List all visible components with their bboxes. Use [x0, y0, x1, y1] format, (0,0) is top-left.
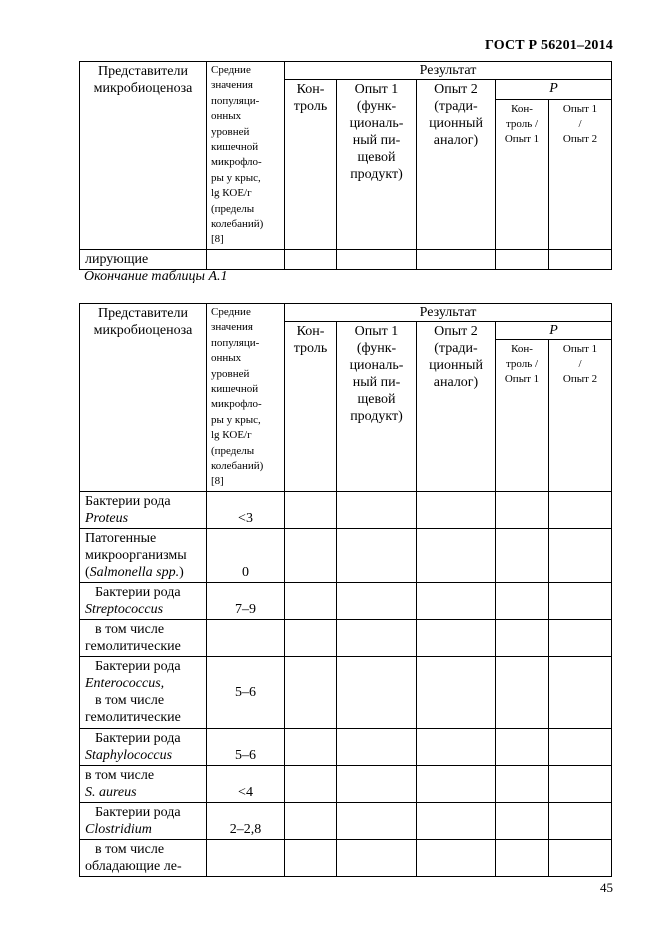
header-mean-values: Средние значения популяци- онных уровней кишечной микрофло- ры у крыс, lg КОЕ/г (пределы колебаний) [8] — [207, 62, 285, 250]
row-name-genus: S. aureus — [85, 785, 137, 800]
row-name-line: микроорганизмы — [85, 548, 187, 563]
row-value: 2–2,8 — [207, 803, 285, 840]
table-row — [80, 729, 612, 766]
row-value: 5–6 — [207, 657, 285, 729]
row-name-line: Бактерии рода — [95, 805, 181, 820]
header-result: Результат — [285, 62, 612, 80]
table-row — [80, 529, 612, 583]
row-name-genus: Clostridium — [85, 822, 152, 837]
table-row — [80, 766, 612, 803]
row-name-genus: Enterococcus, — [85, 676, 165, 691]
row-name-paren-close: ) — [179, 565, 184, 580]
document-code: ГОСТ Р 56201–2014 — [484, 38, 613, 53]
row-name-genus: Staphylococcus — [85, 748, 173, 763]
header-experiment-1: Опыт 1 (функ- циональ- ный пи- щевой продукт) — [337, 80, 417, 250]
table-main — [79, 303, 612, 877]
header-p-exp1-exp2: Опыт 1 / Опыт 2 — [549, 340, 612, 492]
table-row — [80, 803, 612, 840]
row-name-line: обладающие ле- — [85, 859, 182, 874]
header-p-control-exp1: Кон- троль / Опыт 1 — [496, 99, 549, 249]
table-row — [80, 840, 612, 877]
header-experiment-2: Опыт 2 (тради- ционный аналог) — [417, 322, 496, 492]
table-row — [80, 583, 612, 620]
row-name-line: Бактерии рода — [95, 659, 181, 674]
row-name-line: Бактерии рода — [85, 494, 171, 509]
row-value: 5–6 — [207, 729, 285, 766]
row-name-genus: Proteus — [85, 511, 129, 526]
row-name-line: Бактерии рода — [95, 731, 181, 746]
header-experiment-2: Опыт 2 (тради- ционный аналог) — [417, 80, 496, 250]
row-name-line: Бактерии рода — [95, 585, 181, 600]
header-mean-values: Средние значения популяци- онных уровней кишечной микрофло- ры у крыс, lg КОЕ/г (пределы колебаний) [8] — [207, 304, 285, 492]
row-name-line: в том числе — [95, 622, 165, 637]
row-name-line: гемолитические — [85, 639, 181, 654]
row-name-line: Патогенные — [85, 531, 157, 546]
header-experiment-1: Опыт 1 (функ- циональ- ный пи- щевой продукт) — [337, 322, 417, 492]
row-name-line: в том числе — [95, 693, 165, 708]
table-caption: Окончание таблицы А.1 — [84, 269, 228, 284]
header-p-control-exp1: Кон- троль / Опыт 1 — [496, 340, 549, 492]
row-value: <4 — [207, 766, 285, 803]
row-value — [207, 840, 285, 877]
row-value: 7–9 — [207, 583, 285, 620]
header-p: P — [496, 322, 612, 340]
row-name-line: гемолитические — [85, 710, 181, 725]
header-representatives: Представители микробиоценоза — [80, 62, 207, 250]
table-continuation — [79, 61, 612, 270]
table-row-continued: лирующие — [80, 249, 207, 269]
row-value — [207, 620, 285, 657]
row-value: 0 — [207, 529, 285, 583]
row-name-genus: Streptococcus — [85, 602, 164, 617]
page-number: 45 — [600, 880, 613, 895]
header-representatives: Представители микробиоценоза — [80, 304, 207, 492]
table-row — [80, 492, 612, 529]
header-p-exp1-exp2: Опыт 1 / Опыт 2 — [549, 99, 612, 249]
row-name-line: в том числе — [95, 842, 165, 857]
row-value: <3 — [207, 492, 285, 529]
header-control: Кон- троль — [285, 80, 337, 250]
table-row — [80, 657, 612, 729]
row-name-line: в том числе — [85, 768, 155, 783]
header-result: Результат — [285, 304, 612, 322]
header-control: Кон- троль — [285, 322, 337, 492]
header-p: P — [496, 80, 612, 100]
row-name-genus: Salmonella spp. — [89, 565, 180, 580]
row-name-paren-open: ( — [85, 565, 90, 580]
table-row — [80, 620, 612, 657]
